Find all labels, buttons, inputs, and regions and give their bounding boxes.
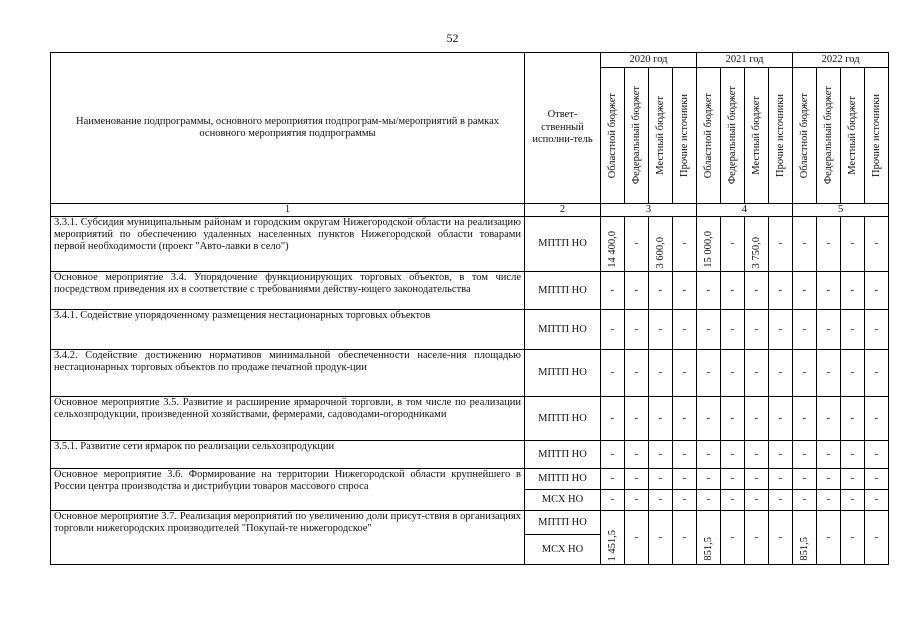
empty-value: - <box>826 284 831 296</box>
empty-value: - <box>610 412 615 424</box>
empty-value: - <box>754 473 759 485</box>
value-cell <box>793 469 817 490</box>
activity-description: 3.5.1. Развитие сети ярмарок по реализации сельхозпродукции <box>51 441 525 469</box>
value-cell <box>769 217 793 272</box>
empty-value: - <box>850 284 855 296</box>
value-cell <box>625 469 649 490</box>
value-cell <box>649 511 673 565</box>
source-header <box>793 68 817 204</box>
value-cell <box>649 310 673 350</box>
source-header-label: Прочие источники <box>678 94 690 177</box>
source-header <box>745 68 769 204</box>
value-cell <box>721 469 745 490</box>
amount-value: 3 600,0 <box>654 236 666 268</box>
source-header-label: Областной бюджет <box>798 92 810 179</box>
source-header-label: Прочие источники <box>774 94 786 177</box>
column-number-2: 2 <box>525 204 601 217</box>
empty-value: - <box>802 412 807 424</box>
empty-value: - <box>874 473 879 485</box>
value-cell <box>721 490 745 511</box>
activity-description: Основное мероприятие 3.7. Реализация мероприятий по увеличению доли присут-ствия в организациях торговли нижегородских производителей "Покупай-те нижегородское" <box>51 511 525 565</box>
value-cell <box>721 310 745 350</box>
table-row <box>51 272 889 310</box>
value-cell <box>721 397 745 441</box>
empty-value: - <box>826 367 831 379</box>
executor-cell: МПТП НО <box>525 441 601 469</box>
empty-value: - <box>658 531 663 543</box>
value-cell <box>745 511 769 565</box>
source-header-label: Местный бюджет <box>750 96 762 175</box>
source-header <box>673 68 697 204</box>
empty-value: - <box>874 284 879 296</box>
empty-value: - <box>634 238 639 250</box>
amount-value: 15 000,0 <box>702 231 714 268</box>
value-cell <box>865 511 889 565</box>
empty-value: - <box>706 494 711 506</box>
empty-value: - <box>754 448 759 460</box>
amount-value: 851,5 <box>798 537 810 561</box>
executor-cell: МСХ НО <box>525 490 601 511</box>
value-cell <box>745 441 769 469</box>
amount-value: 3 750,0 <box>750 236 762 268</box>
table-row <box>51 310 889 350</box>
value-cell <box>745 310 769 350</box>
value-cell <box>601 217 625 272</box>
empty-value: - <box>658 284 663 296</box>
empty-value: - <box>730 367 735 379</box>
value-cell <box>625 272 649 310</box>
executor-cell: МПТП НО <box>525 511 601 535</box>
value-cell <box>721 441 745 469</box>
value-cell <box>817 217 841 272</box>
column-number-1: 1 <box>51 204 525 217</box>
source-header <box>625 68 649 204</box>
amount-value: 1 451,5 <box>606 529 618 561</box>
value-cell <box>625 397 649 441</box>
value-cell <box>649 397 673 441</box>
value-cell <box>673 217 697 272</box>
empty-value: - <box>802 238 807 250</box>
value-cell <box>817 272 841 310</box>
value-cell <box>865 350 889 397</box>
year-header-2022: 2022 год <box>793 53 889 68</box>
table-row <box>51 397 889 441</box>
empty-value: - <box>658 412 663 424</box>
value-cell <box>865 397 889 441</box>
source-header-label: Местный бюджет <box>654 96 666 175</box>
executor-cell: МПТП НО <box>525 469 601 490</box>
source-header-label: Федеральный бюджет <box>726 86 738 185</box>
table-row <box>51 217 889 272</box>
empty-value: - <box>826 494 831 506</box>
empty-value: - <box>754 412 759 424</box>
empty-value: - <box>634 473 639 485</box>
value-cell <box>769 469 793 490</box>
empty-value: - <box>850 473 855 485</box>
value-cell <box>745 272 769 310</box>
empty-value: - <box>874 367 879 379</box>
empty-value: - <box>706 284 711 296</box>
column-number-4: 4 <box>697 204 793 217</box>
value-cell <box>793 490 817 511</box>
value-cell <box>649 441 673 469</box>
source-header-label: Федеральный бюджет <box>630 86 642 185</box>
empty-value: - <box>874 494 879 506</box>
value-cell <box>793 511 817 565</box>
empty-value: - <box>682 494 687 506</box>
empty-value: - <box>658 448 663 460</box>
value-cell <box>841 272 865 310</box>
empty-value: - <box>706 448 711 460</box>
activity-description: 3.4.2. Содействие достижению нормативов минимальной обеспеченности населе-ния площадью нестационарных торговых объектов по продаже печатной продук-ции <box>51 350 525 397</box>
empty-value: - <box>754 323 759 335</box>
empty-value: - <box>778 473 783 485</box>
value-cell <box>697 350 721 397</box>
empty-value: - <box>802 284 807 296</box>
value-cell <box>649 469 673 490</box>
empty-value: - <box>682 323 687 335</box>
value-cell <box>793 217 817 272</box>
value-cell <box>673 397 697 441</box>
value-cell <box>673 272 697 310</box>
empty-value: - <box>634 367 639 379</box>
value-cell <box>841 469 865 490</box>
value-cell <box>745 217 769 272</box>
value-cell <box>817 310 841 350</box>
program-table <box>50 52 889 565</box>
empty-value: - <box>730 238 735 250</box>
value-cell <box>865 490 889 511</box>
value-cell <box>865 469 889 490</box>
source-header-label: Местный бюджет <box>846 96 858 175</box>
value-cell <box>601 441 625 469</box>
value-cell <box>745 397 769 441</box>
executor-cell: МПТП НО <box>525 397 601 441</box>
value-cell <box>697 397 721 441</box>
empty-value: - <box>634 412 639 424</box>
value-cell <box>841 350 865 397</box>
value-cell <box>745 350 769 397</box>
empty-value: - <box>778 531 783 543</box>
empty-value: - <box>682 448 687 460</box>
empty-value: - <box>634 323 639 335</box>
value-cell <box>841 441 865 469</box>
value-cell <box>697 217 721 272</box>
empty-value: - <box>610 494 615 506</box>
empty-value: - <box>634 531 639 543</box>
executor-column-header: Ответ-ственный исполни-тель <box>525 53 601 204</box>
value-cell <box>625 217 649 272</box>
executor-cell: МПТП НО <box>525 350 601 397</box>
empty-value: - <box>730 412 735 424</box>
empty-value: - <box>730 448 735 460</box>
empty-value: - <box>802 367 807 379</box>
empty-value: - <box>658 367 663 379</box>
value-cell <box>625 511 649 565</box>
empty-value: - <box>826 323 831 335</box>
source-header <box>769 68 793 204</box>
amount-value: 851,5 <box>702 537 714 561</box>
value-cell <box>769 490 793 511</box>
column-number-5: 5 <box>793 204 889 217</box>
value-cell <box>601 310 625 350</box>
value-cell <box>841 490 865 511</box>
empty-value: - <box>730 323 735 335</box>
empty-value: - <box>754 531 759 543</box>
empty-value: - <box>850 412 855 424</box>
value-cell <box>625 490 649 511</box>
value-cell <box>649 217 673 272</box>
value-cell <box>625 350 649 397</box>
value-cell <box>769 310 793 350</box>
activity-description: 3.3.1. Субсидия муниципальным районам и городским округам Нижегородской области на реализацию мероприятий по обеспечению удаленных населенных пунктов Нижегородской области товарами первой необходимости (проект "Авто-лавки в село") <box>51 217 525 272</box>
source-header <box>817 68 841 204</box>
activity-description: Основное мероприятие 3.5. Развитие и расширение ярмарочной торговли, в том числе по реализации сельхозпродукции, произведенной хозяйствами, фермерами, садоводами-огородниками <box>51 397 525 441</box>
value-cell <box>697 272 721 310</box>
value-cell <box>817 490 841 511</box>
empty-value: - <box>778 412 783 424</box>
value-cell <box>601 397 625 441</box>
source-header <box>721 68 745 204</box>
value-cell <box>601 469 625 490</box>
empty-value: - <box>706 412 711 424</box>
year-header-2021: 2021 год <box>697 53 793 68</box>
empty-value: - <box>658 473 663 485</box>
name-column-header: Наименование подпрограммы, основного мероприятия подпрограм-мы/мероприятий в рамках основного мероприятия подпрограммы <box>51 53 525 204</box>
value-cell <box>649 490 673 511</box>
value-cell <box>769 511 793 565</box>
value-cell <box>601 272 625 310</box>
value-cell <box>841 310 865 350</box>
source-header <box>865 68 889 204</box>
page-number: 52 <box>446 31 459 45</box>
empty-value: - <box>850 494 855 506</box>
empty-value: - <box>682 238 687 250</box>
value-cell <box>697 441 721 469</box>
source-header-label: Областной бюджет <box>606 92 618 179</box>
empty-value: - <box>706 473 711 485</box>
empty-value: - <box>682 367 687 379</box>
empty-value: - <box>610 323 615 335</box>
empty-value: - <box>874 531 879 543</box>
value-cell <box>673 490 697 511</box>
empty-value: - <box>826 473 831 485</box>
activity-description: Основное мероприятие 3.4. Упорядочение функционирующих торговых объектов, в том числе посредством приведения их в соответствие с требованиями действу-ющего законодательства <box>51 272 525 310</box>
empty-value: - <box>874 448 879 460</box>
source-header <box>697 68 721 204</box>
empty-value: - <box>778 448 783 460</box>
value-cell <box>841 397 865 441</box>
value-cell <box>865 217 889 272</box>
value-cell <box>721 511 745 565</box>
empty-value: - <box>610 473 615 485</box>
activity-description: Основное мероприятие 3.6. Формирование на территории Нижегородской области крупнейшего в России центра производства и дистрибуции товаров массового спроса <box>51 469 525 511</box>
value-cell <box>601 350 625 397</box>
empty-value: - <box>778 494 783 506</box>
value-cell <box>721 217 745 272</box>
empty-value: - <box>682 531 687 543</box>
value-cell <box>841 511 865 565</box>
value-cell <box>817 350 841 397</box>
value-cell <box>817 511 841 565</box>
activity-description: 3.4.1. Содействие упорядоченному размещения нестационарных торговых объектов <box>51 310 525 350</box>
empty-value: - <box>778 323 783 335</box>
value-cell <box>721 350 745 397</box>
empty-value: - <box>682 412 687 424</box>
empty-value: - <box>802 448 807 460</box>
value-cell <box>697 310 721 350</box>
empty-value: - <box>634 448 639 460</box>
source-header-label: Областной бюджет <box>702 92 714 179</box>
table-row <box>51 441 889 469</box>
empty-value: - <box>826 531 831 543</box>
empty-value: - <box>850 448 855 460</box>
empty-value: - <box>874 323 879 335</box>
empty-value: - <box>778 238 783 250</box>
executor-cell: МПТП НО <box>525 217 601 272</box>
table-row <box>51 350 889 397</box>
empty-value: - <box>826 412 831 424</box>
value-cell <box>865 272 889 310</box>
source-header-label: Прочие источники <box>870 94 882 177</box>
amount-value: 14 400,0 <box>606 231 618 268</box>
empty-value: - <box>730 284 735 296</box>
empty-value: - <box>610 367 615 379</box>
empty-value: - <box>682 473 687 485</box>
value-cell <box>841 217 865 272</box>
value-cell <box>865 441 889 469</box>
value-cell <box>769 272 793 310</box>
value-cell <box>793 350 817 397</box>
value-cell <box>673 441 697 469</box>
value-cell <box>817 397 841 441</box>
empty-value: - <box>730 473 735 485</box>
empty-value: - <box>682 284 687 296</box>
empty-value: - <box>754 367 759 379</box>
executor-cell: МПТП НО <box>525 310 601 350</box>
value-cell <box>769 397 793 441</box>
source-header <box>601 68 625 204</box>
empty-value: - <box>634 494 639 506</box>
value-cell <box>673 310 697 350</box>
value-cell <box>793 310 817 350</box>
empty-value: - <box>850 323 855 335</box>
value-cell <box>673 469 697 490</box>
empty-value: - <box>850 531 855 543</box>
empty-value: - <box>874 238 879 250</box>
empty-value: - <box>850 367 855 379</box>
empty-value: - <box>634 284 639 296</box>
value-cell <box>625 441 649 469</box>
empty-value: - <box>826 238 831 250</box>
source-header <box>649 68 673 204</box>
empty-value: - <box>610 448 615 460</box>
value-cell <box>673 350 697 397</box>
empty-value: - <box>754 494 759 506</box>
value-cell <box>697 490 721 511</box>
empty-value: - <box>610 284 615 296</box>
value-cell <box>769 350 793 397</box>
value-cell <box>769 441 793 469</box>
empty-value: - <box>658 323 663 335</box>
empty-value: - <box>802 494 807 506</box>
value-cell <box>649 272 673 310</box>
value-cell <box>793 397 817 441</box>
executor-cell: МПТП НО <box>525 272 601 310</box>
source-header <box>841 68 865 204</box>
empty-value: - <box>826 448 831 460</box>
column-number-3: 3 <box>601 204 697 217</box>
empty-value: - <box>778 367 783 379</box>
table-row <box>51 469 889 490</box>
empty-value: - <box>778 284 783 296</box>
value-cell <box>745 469 769 490</box>
value-cell <box>649 350 673 397</box>
value-cell <box>625 310 649 350</box>
empty-value: - <box>802 473 807 485</box>
executor-cell: МСХ НО <box>525 535 601 565</box>
empty-value: - <box>730 494 735 506</box>
value-cell <box>865 310 889 350</box>
empty-value: - <box>730 531 735 543</box>
value-cell <box>817 469 841 490</box>
value-cell <box>793 272 817 310</box>
value-cell <box>817 441 841 469</box>
year-header-2020: 2020 год <box>601 53 697 68</box>
value-cell <box>601 511 625 565</box>
empty-value: - <box>874 412 879 424</box>
source-header-label: Федеральный бюджет <box>822 86 834 185</box>
value-cell <box>697 511 721 565</box>
empty-value: - <box>706 367 711 379</box>
empty-value: - <box>802 323 807 335</box>
empty-value: - <box>706 323 711 335</box>
empty-value: - <box>658 494 663 506</box>
value-cell <box>673 511 697 565</box>
empty-value: - <box>754 284 759 296</box>
value-cell <box>745 490 769 511</box>
table-row <box>51 511 889 535</box>
value-cell <box>793 441 817 469</box>
value-cell <box>601 490 625 511</box>
value-cell <box>697 469 721 490</box>
value-cell <box>721 272 745 310</box>
empty-value: - <box>850 238 855 250</box>
